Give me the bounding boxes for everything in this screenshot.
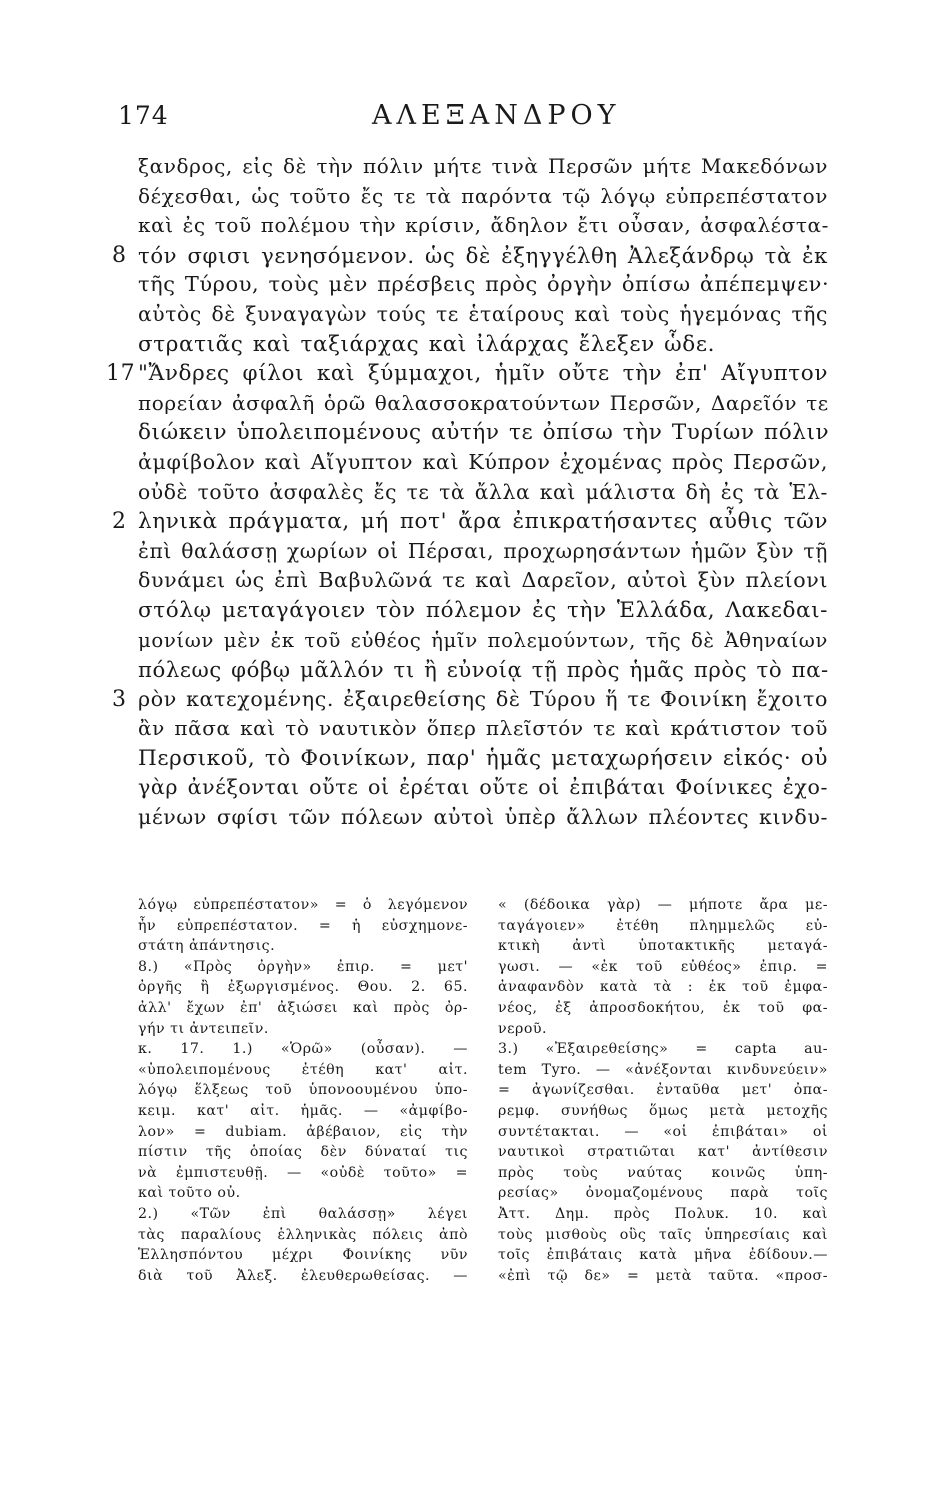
footnotes	[138, 895, 828, 1286]
text-line	[138, 330, 828, 360]
footnote-line: στάτη ἀπάντησις.	[138, 938, 276, 955]
text-line-content: μένων σφίσι τῶν πόλεων αὐτοὶ ὑπὲρ ἄλλων πλέοντες κινδυ-	[138, 805, 828, 830]
footnote-line: «ἐπὶ τῷ δε» = μετὰ ταῦτα. «προσ-	[498, 1267, 828, 1284]
text-line	[112, 685, 828, 715]
text-line-content: ξανδρος, εἰς δὲ τὴν πόλιν μήτε τινὰ Περσῶν μήτε Μακεδόνων	[138, 154, 828, 178]
text-line-content: ληνικὰ πράγματα, μή ποτ' ἄρα ἐπικρατήσαντες αὖθις τῶν	[138, 509, 828, 535]
main-text	[106, 152, 830, 833]
footnote-line: 2.) «Τῶν ἐπὶ θαλάσσῃ» λέγει	[138, 1205, 468, 1222]
footnote-line: συντέτακται. — «οἱ ἐπιβάται» οἱ	[498, 1123, 828, 1140]
text-line-content: ἂν πᾶσα καὶ τὸ ναυτικὸν ὅπερ πλεῖστόν τε καὶ κράτιστον τοῦ	[138, 716, 828, 741]
running-head: ΑΛΕΞΑΝΔΡΟΥ	[372, 100, 621, 131]
footnote-line: ἦν εὐπρεπέστατον. = ἡ εὐσχημονε-	[138, 917, 468, 934]
footnotes-left-column	[138, 895, 468, 1286]
text-line-content: διώκειν ὑπολειπομένους αὐτήν τε ὀπίσω τὴν Τυρίων πόλιν	[138, 420, 830, 446]
footnote-line: 8.) «Πρὸς ὀργὴν» ἐπιρ. = μετ'	[138, 958, 468, 975]
text-line-content: τῆς Τύρου, τοὺς μὲν πρέσβεις πρὸς ὀργὴν ὀπίσω ἀπέπεμψεν·	[138, 272, 830, 297]
text-line	[138, 655, 828, 685]
text-line	[138, 566, 828, 596]
footnote-line: Ἀττ. Δημ. πρὸς Πολυκ. 10. καὶ	[498, 1205, 828, 1222]
text-line-content: στόλῳ μεταγάγοιεν τὸν πόλεμον ἐς τὴν Ἑλλάδα, Λακεδαι-	[138, 597, 828, 623]
text-line	[138, 182, 828, 212]
text-line-content: αὐτὸς δὲ ξυναγαγὼν τούς τε ἑταίρους καὶ τοὺς ἡγεμόνας τῆς	[138, 301, 828, 326]
text-line	[138, 300, 828, 330]
text-line	[138, 537, 828, 567]
text-line	[112, 241, 828, 271]
text-line-content: οὐδὲ τοῦτο ἀσφαλὲς ἔς τε τὰ ἄλλα καὶ μάλιστα δὴ ἐς τὰ Ἑλ-	[138, 479, 828, 504]
section-number: 17	[106, 361, 136, 387]
text-line-content: καὶ ἐς τοῦ πολέμου τὴν κρίσιν, ἄδηλον ἔτι οὖσαν, ἀσφαλέστα-	[138, 213, 829, 238]
text-line-content: ἐπὶ θαλάσσῃ χωρίων οἱ Πέρσαι, προχωρησάντων ἡμῶν ξὺν τῇ	[138, 538, 828, 563]
text-line-content: ἀμφίβολον καὶ Αἴγυπτον καὶ Κύπρον ἐχομένας πρὸς Περσῶν,	[138, 449, 828, 474]
text-line	[138, 744, 828, 774]
page-number: 174	[118, 101, 169, 130]
text-line	[138, 773, 828, 803]
text-line	[138, 270, 828, 300]
footnote-line: λόγῳ εὐπρεπέστατον» = ὁ λεγόμενον	[138, 897, 468, 913]
footnote-line: πρὸς τοὺς ναύτας κοινῶς ὑπη-	[498, 1164, 828, 1181]
footnote-line: νεροῦ.	[498, 1020, 547, 1037]
footnotes-right-column	[498, 895, 828, 1286]
footnote-line: νέος, ἐξ ἀπροσδοκήτου, ἐκ τοῦ φα-	[498, 999, 828, 1016]
text-line-content: μονίων μὲν ἐκ τοῦ εὐθέος ἡμῖν πολεμούντων, τῆς δὲ Ἀθηναίων	[138, 628, 828, 652]
text-line	[138, 714, 828, 744]
footnote-line: = ἀγωνίζεσθαι. ἐνταῦθα μετ' ὀπα-	[498, 1082, 828, 1099]
footnote-line: γωσι. — «ἐκ τοῦ εὐθέος» ἐπιρ. =	[498, 958, 828, 975]
footnote-line: ταγάγοιεν» ἐτέθη πλημμελῶς εὐ-	[498, 917, 828, 934]
footnote-line: « (δέδοικα γὰρ) — μήποτε ἄρα με-	[498, 897, 828, 913]
text-line	[138, 596, 828, 626]
text-line	[138, 803, 828, 833]
text-line	[138, 389, 828, 419]
section-number: 3	[112, 686, 127, 712]
footnote-line: ὀργῆς ἢ ἐξωργισμένος. Θου. 2. 65.	[138, 979, 468, 996]
text-line	[138, 152, 828, 182]
text-line	[138, 478, 828, 508]
footnote-line: διὰ τοῦ Ἀλεξ. ἐλευθερωθείσας. —	[138, 1267, 468, 1284]
text-line-content: Περσικοῦ, τὸ Φοινίκων, παρ' ἡμᾶς μεταχωρήσειν εἰκός· οὐ	[138, 745, 828, 771]
text-line-content: στρατιᾶς καὶ ταξιάρχας καὶ ἰλάρχας ἔλεξεν ὧδε.	[138, 331, 716, 357]
footnote-line: Ἑλλησπόντου μέχρι Φοινίκης νῦν	[138, 1247, 468, 1264]
text-line-content: ρὸν κατεχομένης. ἐξαιρεθείσης δὲ Τύρου ἥ τε Φοινίκη ἔχοιτο	[138, 686, 828, 711]
text-line-content: πόλεως φόβῳ μᾶλλόν τι ἢ εὐνοίᾳ τῇ πρὸς ἡμᾶς πρὸς τὸ πα-	[138, 657, 829, 683]
footnote-line: ἀλλ' ἔχων ἐπ' ἀξιώσει καὶ πρὸς ὀρ-	[138, 999, 468, 1016]
footnote-line: 3.) «Ἐξαιρεθείσης» = capta au-	[498, 1041, 828, 1058]
text-line-content: δυνάμει ὡς ἐπὶ Βαβυλῶνά τε καὶ Δαρεῖον, αὐτοὶ ξὺν πλείονι	[138, 568, 828, 593]
footnote-line: κτικὴ ἀντὶ ὑποτακτικῆς μεταγά-	[498, 938, 828, 955]
text-line	[138, 211, 828, 241]
text-line-content: πορείαν ἀσφαλῆ ὁρῶ θαλασσοκρατούντων Περσῶν, Δαρεῖόν τε	[138, 390, 829, 415]
footnote-line: ἀναφανδὸν κατὰ τὰ : ἐκ τοῦ ἐμφα-	[498, 979, 828, 996]
text-line	[138, 626, 828, 656]
footnote-line: tem Tyro. — «ἀνέξονται κινδυνεύειν»	[498, 1061, 828, 1078]
footnote-line: ρεμφ. συνήθως ὅμως μετὰ μετοχῆς	[498, 1102, 828, 1119]
footnote-line: νὰ ἐμπιστευθῇ. — «οὐδὲ τοῦτο» =	[138, 1164, 468, 1181]
text-line	[106, 359, 828, 389]
text-line-content: τόν σφισι γενησόμενον. ὡς δὲ ἐξηγγέλθη Ἀλεξάνδρῳ τὰ ἐκ	[138, 242, 828, 268]
text-line	[112, 507, 828, 537]
footnote-line: καὶ τοῦτο οὐ.	[138, 1185, 241, 1202]
footnote-line: λόγῳ ἕλξεως τοῦ ὑπονοουμένου ὑπο-	[138, 1082, 468, 1099]
text-line-content: δέχεσθαι, ὡς τοῦτο ἔς τε τὰ παρόντα τῷ λόγῳ εὐπρεπέστατον	[138, 183, 828, 208]
footnote-line: ναυτικοὶ στρατιῶται κατ' ἀντίθεσιν	[498, 1144, 828, 1161]
footnote-line: «ὑπολειπομένους ἐτέθη κατ' αἰτ.	[138, 1061, 468, 1078]
footnote-line: λον» = dubiam. ἀβέβαιον, εἰς τὴν	[138, 1123, 468, 1140]
footnote-line: κειμ. κατ' αἰτ. ἡμᾶς. — «ἀμφίβο-	[138, 1102, 468, 1119]
section-number: 2	[112, 509, 127, 535]
section-number: 8	[112, 242, 127, 268]
footnote-line: κ. 17. 1.) «Ὁρῶ» (οὖσαν). —	[138, 1041, 468, 1058]
text-line	[138, 448, 828, 478]
text-line	[138, 418, 828, 448]
text-line-content: "Ἄνδρες φίλοι καὶ ξύμμαχοι, ἡμῖν οὔτε τὴν ἐπ' Αἴγυπτον	[138, 361, 828, 387]
footnote-line: τοῖς ἐπιβάταις κατὰ μῆνα ἐδίδουν.—	[498, 1247, 828, 1264]
footnote-line: τοὺς μισθοὺς οὓς ταῖς ὑπηρεσίαις καὶ	[498, 1226, 828, 1243]
footnote-line: ρεσίας» ὀνομαζομένους παρὰ τοῖς	[498, 1185, 828, 1202]
footnote-line: γήν τι ἀντειπεῖν.	[138, 1020, 269, 1037]
text-line-content: γὰρ ἀνέξονται οὔτε οἱ ἐρέται οὔτε οἱ ἐπιβάται Φοίνικες ἐχο-	[138, 775, 828, 800]
footnote-line: τὰς παραλίους ἑλληνικὰς πόλεις ἀπὸ	[138, 1226, 468, 1243]
footnote-line: πίστιν τῆς ὁποίας δὲν δύναταί τις	[138, 1144, 468, 1161]
